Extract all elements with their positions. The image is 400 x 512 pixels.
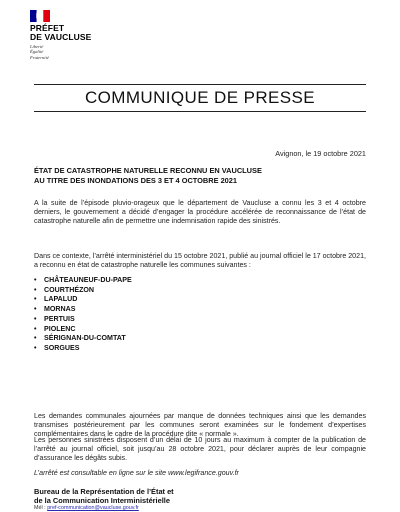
marianne-flag-icon xyxy=(30,10,50,22)
commune-name: COURTHÉZON xyxy=(44,285,95,294)
release-title-line2: AU TITRE DES INONDATIONS DES 3 ET 4 OCTOBRE 2021 xyxy=(34,176,238,185)
legifrance-note: L’arrêté est consultable en ligne sur le site www.legifrance.gouv.fr xyxy=(34,469,239,477)
list-item xyxy=(34,276,132,286)
commune-name: SORGUES xyxy=(44,343,80,352)
commune-name: MORNAS xyxy=(44,305,76,314)
list-item xyxy=(34,315,132,325)
prefecture-logo xyxy=(30,10,140,60)
deferred-requests-paragraph: Les demandes communales ajournées par manque de données techniques ainsi que les demandes transmises postérieurement par les communes seront examinées sur le fondement d’expertises complémentaires dans le cadre de la procédure dite « normale ». xyxy=(34,412,366,438)
list-item xyxy=(34,305,132,315)
commune-name: CHÂTEAUNEUF-DU-PAPE xyxy=(44,276,132,284)
context-paragraph: Dans ce contexte, l’arrêté interministériel du 15 octobre 2021, publié au journal officiel le 17 octobre 2021, a reconnu en état de catastrophe naturelle les communes suivantes : xyxy=(34,252,366,269)
republic-motto xyxy=(30,44,140,60)
list-item xyxy=(34,325,132,335)
commune-name: PIOLENC xyxy=(44,324,76,333)
mail-label: Mél : xyxy=(34,505,46,512)
prefet-title xyxy=(30,24,140,42)
commune-name: SÉRIGNAN-DU-COMTAT xyxy=(44,334,126,343)
bullet-icon: • xyxy=(34,295,37,304)
bullet-icon: • xyxy=(34,276,37,284)
bullet-icon: • xyxy=(34,343,37,352)
prefet-title-line2: DE VAUCLUSE xyxy=(30,32,92,42)
prefet-title-line1: PRÉFET xyxy=(30,23,65,33)
commune-name: PERTUIS xyxy=(44,314,75,323)
release-title xyxy=(34,166,366,186)
motto-egalite: Égalité xyxy=(30,49,44,55)
list-item xyxy=(34,334,132,344)
bullet-icon: • xyxy=(34,305,37,314)
release-title-line1: ÉTAT DE CATASTROPHE NATURELLE RECONNU EN VAUCLUSE xyxy=(34,166,262,175)
mail-link[interactable]: pref-communication@vaucluse.gouv.fr xyxy=(47,505,139,512)
contact-mail xyxy=(34,505,366,512)
list-item xyxy=(34,286,132,296)
signature-line1: Bureau de la Représentation de l’État et xyxy=(34,487,174,496)
bullet-icon: • xyxy=(34,285,37,294)
motto-fraternite: Fraternité xyxy=(30,54,49,60)
release-date: Avignon, le 19 octobre 2021 xyxy=(275,149,366,158)
intro-paragraph: A la suite de l’épisode pluvio-orageux que le département de Vaucluse a connu les 3 et 4 octobre derniers, le gouvernement a décidé d’engager la procédure accélérée de reconnaissance de l’état de catastrophe naturelle afin de permettre une indemnisation rapide des sinistrés. xyxy=(34,199,366,225)
bullet-icon: • xyxy=(34,314,37,323)
communes-list xyxy=(34,276,132,354)
motto-liberte: Liberté xyxy=(30,44,44,49)
commune-name: LAPALUD xyxy=(44,295,78,304)
list-item xyxy=(34,295,132,305)
bullet-icon: • xyxy=(34,334,37,343)
signature-line2: de la Communication Interministérielle xyxy=(34,496,170,506)
list-item xyxy=(34,344,132,354)
bullet-icon: • xyxy=(34,324,37,333)
press-release-banner: COMMUNIQUE DE PRESSE xyxy=(34,84,366,112)
claim-delay-paragraph: Les personnes sinistrées disposent d’un délai de 10 jours au maximum à compter de la publication de l’arrêté au journal officiel, soit jusqu’au 28 octobre 2021, pour déclarer auprès de leur compagnie d’assurance les dégâts subis. xyxy=(34,436,366,462)
